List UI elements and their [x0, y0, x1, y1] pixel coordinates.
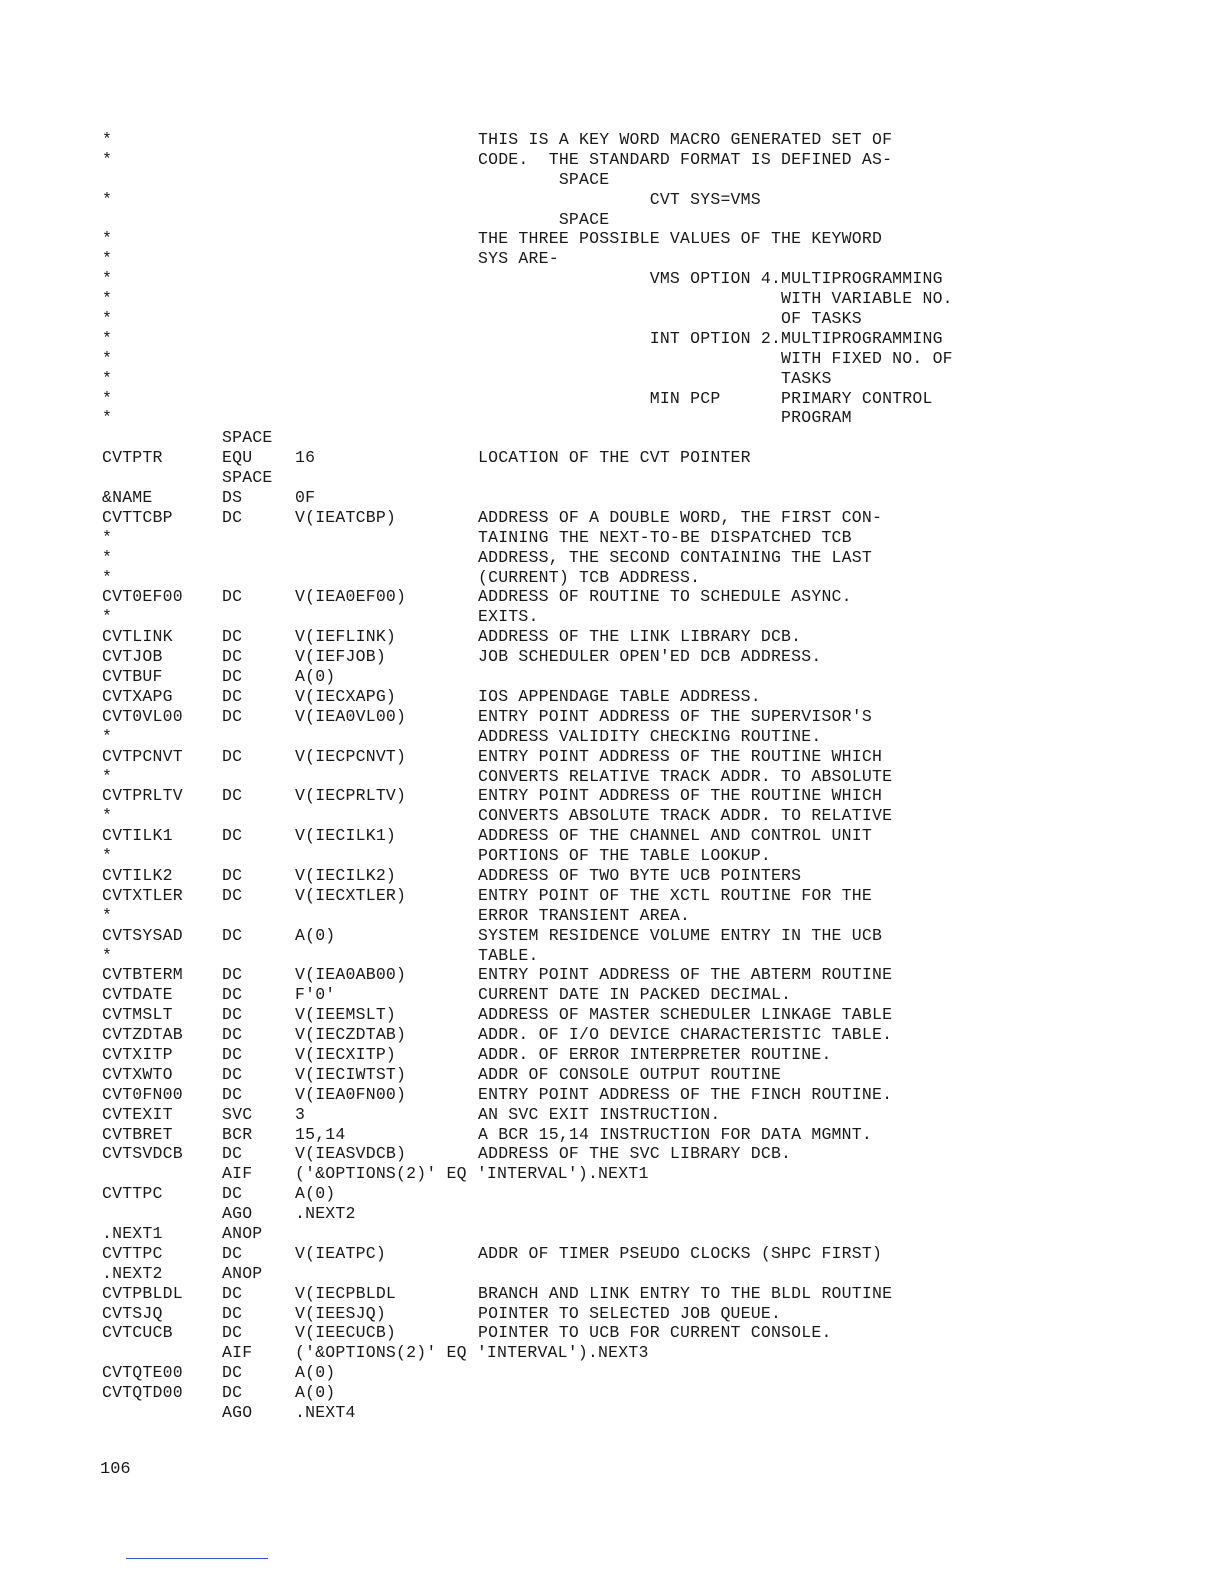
line-label: CVTXAPG — [102, 686, 173, 706]
line-label: CVTXTLER — [102, 885, 183, 905]
line-opcode: DC — [222, 885, 243, 905]
listing-line — [102, 130, 1202, 150]
line-label: * — [102, 607, 113, 627]
line-opcode: DC — [222, 865, 243, 885]
line-label: CVTTPC — [102, 1184, 163, 1204]
listing-line — [102, 190, 1202, 210]
listing-line — [102, 408, 1202, 428]
line-label: CVTXITP — [102, 1044, 173, 1064]
line-opcode: DC — [222, 706, 243, 726]
line-operand: V(IECIWTST) — [295, 1064, 407, 1084]
line-comment: ADDRESS OF MASTER SCHEDULER LINKAGE TABLE — [478, 1005, 893, 1025]
listing-line — [102, 1045, 1202, 1065]
line-label: CVTBUF — [102, 667, 163, 687]
line-label: CVTTPC — [102, 1243, 163, 1263]
line-label: * — [102, 945, 113, 965]
line-opcode: DC — [222, 1044, 243, 1064]
listing-line — [102, 289, 1202, 309]
line-label: * — [102, 189, 113, 209]
line-opcode: DC — [222, 686, 243, 706]
line-comment: PROGRAM — [478, 408, 852, 428]
line-operand: A(0) — [295, 925, 336, 945]
listing-line — [102, 1304, 1202, 1324]
line-comment: WITH VARIABLE NO. — [478, 289, 953, 309]
line-operand: .NEXT4 — [295, 1403, 356, 1422]
listing-line — [102, 587, 1202, 607]
listing-line — [102, 806, 1202, 826]
line-opcode: DC — [222, 985, 243, 1005]
line-operand: .NEXT2 — [295, 1204, 356, 1224]
line-opcode: DC — [222, 647, 243, 667]
line-comment: THE THREE POSSIBLE VALUES OF THE KEYWORD — [478, 229, 883, 249]
line-label: * — [102, 149, 113, 169]
line-operand: V(IECPBLDL — [295, 1283, 397, 1303]
line-operand: ('&OPTIONS(2)' EQ 'INTERVAL').NEXT3 — [295, 1343, 649, 1363]
line-operand: V(IECPRLTV) — [295, 786, 407, 806]
listing-line — [102, 1164, 1202, 1184]
line-label: * — [102, 328, 113, 348]
page-number: 106 — [100, 1460, 131, 1479]
line-label: CVTQTD00 — [102, 1383, 183, 1403]
listing-line — [102, 965, 1202, 985]
line-opcode: DC — [222, 1323, 243, 1343]
listing-line — [102, 826, 1202, 846]
line-operand: V(IEA0EF00) — [295, 587, 407, 607]
listing-line — [102, 1204, 1202, 1224]
listing-line — [102, 568, 1202, 588]
line-label: CVTPBLDL — [102, 1283, 183, 1303]
listing-line — [102, 488, 1202, 508]
line-opcode: DC — [222, 965, 243, 985]
line-comment: ADDRESS OF THE SVC LIBRARY DCB. — [478, 1144, 792, 1164]
line-label: CVTPCNVT — [102, 746, 183, 766]
line-comment: ADDR. OF I/O DEVICE CHARACTERISTIC TABLE. — [478, 1025, 893, 1045]
listing-line — [102, 707, 1202, 727]
line-label: CVTPRLTV — [102, 786, 183, 806]
line-opcode: DC — [222, 826, 243, 846]
line-comment: TAINING THE NEXT-TO-BE DISPATCHED TCB — [478, 527, 852, 547]
line-label: CVTEXIT — [102, 1104, 173, 1124]
line-opcode: DC — [222, 1363, 243, 1383]
line-opcode: DC — [222, 1144, 243, 1164]
line-comment: ADDRESS OF THE CHANNEL AND CONTROL UNIT — [478, 826, 872, 846]
line-label: * — [102, 130, 113, 149]
listing-line — [102, 607, 1202, 627]
line-comment: ENTRY POINT ADDRESS OF THE FINCH ROUTINE. — [478, 1084, 893, 1104]
line-comment: INT OPTION 2.MULTIPROGRAMMING — [478, 328, 943, 348]
line-opcode: DC — [222, 1084, 243, 1104]
line-operand: V(IECXITP) — [295, 1044, 397, 1064]
listing-line — [102, 210, 1202, 230]
listing-line — [102, 468, 1202, 488]
line-operand: V(IECILK1) — [295, 826, 397, 846]
line-operand: A(0) — [295, 1383, 336, 1403]
listing-line — [102, 1085, 1202, 1105]
line-comment: POINTER TO UCB FOR CURRENT CONSOLE. — [478, 1323, 832, 1343]
listing-line — [102, 1125, 1202, 1145]
line-opcode: ANOP — [222, 1263, 263, 1283]
line-comment: ADDRESS OF A DOUBLE WORD, THE FIRST CON- — [478, 507, 883, 527]
listing-line — [102, 309, 1202, 329]
line-opcode: DC — [222, 1283, 243, 1303]
listing-line — [102, 150, 1202, 170]
line-operand: V(IEA0VL00) — [295, 706, 407, 726]
line-opcode: ANOP — [222, 1223, 263, 1243]
listing-line — [102, 548, 1202, 568]
line-opcode: AIF — [222, 1164, 253, 1184]
line-comment: CVT SYS=VMS — [478, 189, 761, 209]
line-comment: SYS ARE- — [478, 249, 559, 269]
line-label: * — [102, 368, 113, 388]
line-operand: V(IECILK2) — [295, 865, 397, 885]
line-comment: SPACE — [478, 169, 610, 189]
line-label: CVT0EF00 — [102, 587, 183, 607]
line-label: CVTJOB — [102, 647, 163, 667]
line-comment: VMS OPTION 4.MULTIPROGRAMMING — [478, 269, 943, 289]
line-opcode: AGO — [222, 1403, 253, 1422]
line-comment: ENTRY POINT ADDRESS OF THE ROUTINE WHICH — [478, 786, 883, 806]
line-operand: ('&OPTIONS(2)' EQ 'INTERVAL').NEXT1 — [295, 1164, 649, 1184]
line-label: &NAME — [102, 488, 153, 508]
line-operand: 16 — [295, 448, 316, 468]
line-comment: PORTIONS OF THE TABLE LOOKUP. — [478, 846, 771, 866]
line-label: CVTILK2 — [102, 865, 173, 885]
listing-line — [102, 667, 1202, 687]
line-label: * — [102, 547, 113, 567]
listing-line — [102, 1383, 1202, 1403]
listing-line — [102, 389, 1202, 409]
line-label: .NEXT2 — [102, 1263, 163, 1283]
line-comment: SPACE — [478, 209, 610, 229]
line-label: * — [102, 229, 113, 249]
listing-line — [102, 747, 1202, 767]
line-operand: V(IECXTLER) — [295, 885, 407, 905]
line-operand: V(IEFJOB) — [295, 647, 386, 667]
line-label: CVTMSLT — [102, 1005, 173, 1025]
line-opcode: DC — [222, 925, 243, 945]
line-label: * — [102, 806, 113, 826]
line-operand: A(0) — [295, 667, 336, 687]
line-label: .NEXT1 — [102, 1223, 163, 1243]
line-comment: ADDRESS, THE SECOND CONTAINING THE LAST — [478, 547, 872, 567]
line-opcode: DC — [222, 667, 243, 687]
line-comment: ENTRY POINT OF THE XCTL ROUTINE FOR THE — [478, 885, 872, 905]
line-comment: WITH FIXED NO. OF — [478, 348, 953, 368]
line-label: * — [102, 766, 113, 786]
line-label: * — [102, 846, 113, 866]
listing-line — [102, 1284, 1202, 1304]
listing-line — [102, 687, 1202, 707]
line-label: * — [102, 905, 113, 925]
listing-line — [102, 528, 1202, 548]
listing-line — [102, 1144, 1202, 1164]
line-comment: CONVERTS ABSOLUTE TRACK ADDR. TO RELATIVE — [478, 806, 893, 826]
line-operand: F'0' — [295, 985, 336, 1005]
line-comment: EXITS. — [478, 607, 539, 627]
line-label: * — [102, 527, 113, 547]
line-opcode: DC — [222, 1025, 243, 1045]
line-label: CVTQTE00 — [102, 1363, 183, 1383]
listing-line — [102, 846, 1202, 866]
listing-line — [102, 428, 1202, 448]
line-comment: LOCATION OF THE CVT POINTER — [478, 448, 751, 468]
listing-line — [102, 1403, 1202, 1423]
line-operand: V(IECPCNVT) — [295, 746, 407, 766]
line-operand: V(IEA0AB00) — [295, 965, 407, 985]
listing-line — [102, 1323, 1202, 1343]
listing-line — [102, 1065, 1202, 1085]
line-opcode: SVC — [222, 1104, 253, 1124]
listing-line — [102, 926, 1202, 946]
line-label: CVTILK1 — [102, 826, 173, 846]
listing-line — [102, 1025, 1202, 1045]
line-comment: ENTRY POINT ADDRESS OF THE SUPERVISOR'S — [478, 706, 872, 726]
line-opcode: DC — [222, 1243, 243, 1263]
line-comment: CODE. THE STANDARD FORMAT IS DEFINED AS- — [478, 149, 893, 169]
line-opcode: DC — [222, 587, 243, 607]
line-label: CVTSYSAD — [102, 925, 183, 945]
line-opcode: EQU — [222, 448, 253, 468]
line-opcode: DC — [222, 627, 243, 647]
line-comment: ENTRY POINT ADDRESS OF THE ABTERM ROUTINE — [478, 965, 893, 985]
line-comment: OF TASKS — [478, 309, 862, 329]
line-operand: 15,14 — [295, 1124, 346, 1144]
line-label: CVTTCBP — [102, 507, 173, 527]
line-comment: ADDRESS VALIDITY CHECKING ROUTINE. — [478, 726, 822, 746]
listing-line — [102, 1244, 1202, 1264]
line-opcode: BCR — [222, 1124, 253, 1144]
line-comment: CONVERTS RELATIVE TRACK ADDR. TO ABSOLUTE — [478, 766, 893, 786]
line-comment: POINTER TO SELECTED JOB QUEUE. — [478, 1303, 782, 1323]
listing-line — [102, 369, 1202, 389]
listing-line — [102, 269, 1202, 289]
line-comment: A BCR 15,14 INSTRUCTION FOR DATA MGMNT. — [478, 1124, 872, 1144]
listing-line — [102, 1224, 1202, 1244]
line-operand: V(IECZDTAB) — [295, 1025, 407, 1045]
listing-line — [102, 329, 1202, 349]
listing-line — [102, 1005, 1202, 1025]
line-comment: SYSTEM RESIDENCE VOLUME ENTRY IN THE UCB — [478, 925, 883, 945]
listing-line — [102, 1363, 1202, 1383]
line-comment: ADDRESS OF ROUTINE TO SCHEDULE ASYNC. — [478, 587, 852, 607]
line-opcode: SPACE — [222, 428, 273, 448]
assembler-listing — [102, 130, 1202, 1423]
listing-line — [102, 1343, 1202, 1363]
listing-line — [102, 627, 1202, 647]
line-operand: A(0) — [295, 1363, 336, 1383]
listing-line — [102, 508, 1202, 528]
listing-line — [102, 1184, 1202, 1204]
line-comment: CURRENT DATE IN PACKED DECIMAL. — [478, 985, 792, 1005]
line-label: * — [102, 289, 113, 309]
listing-line — [102, 229, 1202, 249]
listing-line — [102, 886, 1202, 906]
line-opcode: DC — [222, 1303, 243, 1323]
line-label: CVTZDTAB — [102, 1025, 183, 1045]
line-comment: THIS IS A KEY WORD MACRO GENERATED SET OF — [478, 130, 893, 149]
listing-line — [102, 249, 1202, 269]
line-operand: 3 — [295, 1104, 306, 1124]
line-operand: V(IECXAPG) — [295, 686, 397, 706]
line-label: * — [102, 348, 113, 368]
line-opcode: DC — [222, 1184, 243, 1204]
listing-line — [102, 647, 1202, 667]
line-comment: (CURRENT) TCB ADDRESS. — [478, 567, 701, 587]
listing-line — [102, 946, 1202, 966]
line-opcode: DC — [222, 1064, 243, 1084]
listing-line — [102, 985, 1202, 1005]
line-comment: ADDR OF CONSOLE OUTPUT ROUTINE — [478, 1064, 782, 1084]
line-label: CVTBTERM — [102, 965, 183, 985]
listing-line — [102, 906, 1202, 926]
line-operand: V(IEA0FN00) — [295, 1084, 407, 1104]
listing-line — [102, 448, 1202, 468]
line-label: CVTDATE — [102, 985, 173, 1005]
line-opcode: SPACE — [222, 468, 273, 488]
listing-line — [102, 866, 1202, 886]
line-comment: ENTRY POINT ADDRESS OF THE ROUTINE WHICH — [478, 746, 883, 766]
line-label: CVTCUCB — [102, 1323, 173, 1343]
line-comment: ADDR OF TIMER PSEUDO CLOCKS (SHPC FIRST) — [478, 1243, 883, 1263]
line-label: * — [102, 269, 113, 289]
line-opcode: DC — [222, 1383, 243, 1403]
line-label: CVTBRET — [102, 1124, 173, 1144]
line-opcode: DC — [222, 507, 243, 527]
line-comment: BRANCH AND LINK ENTRY TO THE BLDL ROUTINE — [478, 1283, 893, 1303]
line-comment: ERROR TRANSIENT AREA. — [478, 905, 691, 925]
line-comment: JOB SCHEDULER OPEN'ED DCB ADDRESS. — [478, 647, 822, 667]
line-comment: ADDRESS OF THE LINK LIBRARY DCB. — [478, 627, 802, 647]
line-opcode: DC — [222, 1005, 243, 1025]
line-comment: AN SVC EXIT INSTRUCTION. — [478, 1104, 721, 1124]
line-label: CVT0FN00 — [102, 1084, 183, 1104]
line-operand: V(IEECUCB) — [295, 1323, 397, 1343]
line-operand: V(IEFLINK) — [295, 627, 397, 647]
footer-rule — [126, 1558, 268, 1559]
line-opcode: AGO — [222, 1204, 253, 1224]
line-label: CVTXWTO — [102, 1064, 173, 1084]
line-label: * — [102, 567, 113, 587]
line-opcode: DC — [222, 746, 243, 766]
line-comment: TABLE. — [478, 945, 539, 965]
line-operand: 0F — [295, 488, 316, 508]
line-label: CVTLINK — [102, 627, 173, 647]
line-comment: ADDRESS OF TWO BYTE UCB POINTERS — [478, 865, 802, 885]
listing-line — [102, 786, 1202, 806]
line-opcode: DS — [222, 488, 243, 508]
line-operand: V(IEATCBP) — [295, 507, 397, 527]
line-label: CVTSJQ — [102, 1303, 163, 1323]
line-label: * — [102, 726, 113, 746]
line-comment: IOS APPENDAGE TABLE ADDRESS. — [478, 686, 761, 706]
line-comment: MIN PCP PRIMARY CONTROL — [478, 388, 933, 408]
line-label: * — [102, 309, 113, 329]
line-label: * — [102, 408, 113, 428]
line-operand: V(IEATPC) — [295, 1243, 386, 1263]
line-label: * — [102, 388, 113, 408]
line-label: CVTSVDCB — [102, 1144, 183, 1164]
line-label: * — [102, 249, 113, 269]
listing-line — [102, 170, 1202, 190]
line-operand: V(IEEMSLT) — [295, 1005, 397, 1025]
line-label: CVTPTR — [102, 448, 163, 468]
listing-line — [102, 767, 1202, 787]
line-opcode: DC — [222, 786, 243, 806]
line-operand: V(IEASVDCB) — [295, 1144, 407, 1164]
line-operand: A(0) — [295, 1184, 336, 1204]
line-comment: TASKS — [478, 368, 832, 388]
listing-line — [102, 1105, 1202, 1125]
line-operand: V(IEESJQ) — [295, 1303, 386, 1323]
listing-line — [102, 727, 1202, 747]
listing-line — [102, 1264, 1202, 1284]
line-comment: ADDR. OF ERROR INTERPRETER ROUTINE. — [478, 1044, 832, 1064]
line-label: CVT0VL00 — [102, 706, 183, 726]
line-opcode: AIF — [222, 1343, 253, 1363]
listing-line — [102, 349, 1202, 369]
